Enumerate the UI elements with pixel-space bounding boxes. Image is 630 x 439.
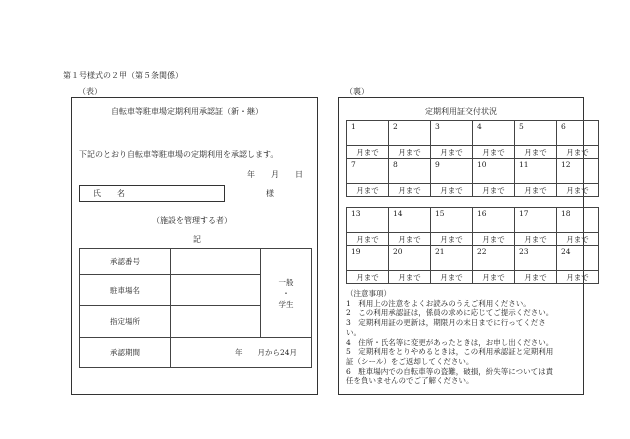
approval-number-field[interactable] bbox=[171, 249, 261, 275]
receipt-number: 9 bbox=[431, 159, 473, 184]
month-until-label: 月まで bbox=[347, 146, 389, 159]
receipt-grid-1 bbox=[346, 120, 599, 197]
ki-heading: 記 bbox=[193, 235, 201, 244]
note-line: 3 定期利用証の更新は，期限月の末日までに行ってくださ bbox=[346, 318, 546, 328]
receipt-number: 11 bbox=[515, 159, 557, 184]
front-title: 自転車等駐車場定期利用承認証（新・継） bbox=[111, 107, 263, 116]
receipt-number: 6 bbox=[557, 121, 599, 146]
notes-section bbox=[346, 289, 582, 386]
notes-header: （注意事項） bbox=[346, 289, 391, 298]
month-until-label: 月まで bbox=[557, 146, 599, 159]
note-line: 任を負いませんのでご了解ください。 bbox=[346, 376, 474, 386]
receipt-number: 3 bbox=[431, 121, 473, 146]
receipt-number: 20 bbox=[389, 246, 431, 271]
month-until-label: 月まで bbox=[515, 271, 557, 284]
category-separator: ・ bbox=[282, 288, 290, 298]
issue-date-line: 年 月 日 bbox=[247, 170, 303, 179]
receipt-number: 7 bbox=[347, 159, 389, 184]
month-until-label: 月まで bbox=[347, 233, 389, 246]
receipt-number: 10 bbox=[473, 159, 515, 184]
receipt-number: 4 bbox=[473, 121, 515, 146]
receipt-grid-2 bbox=[346, 207, 599, 284]
approval-number-label: 承認番号 bbox=[80, 249, 171, 275]
approval-period-value: 年 月から24月 bbox=[171, 338, 312, 368]
month-until-label: 月まで bbox=[389, 146, 431, 159]
receipt-number: 14 bbox=[389, 208, 431, 233]
month-until-label: 月まで bbox=[515, 184, 557, 197]
month-until-label: 月まで bbox=[473, 184, 515, 197]
note-line: 4 住所・氏名等に変更があったときは，お申し出ください。 bbox=[346, 337, 554, 347]
parking-name-field[interactable] bbox=[171, 275, 261, 306]
approval-period-label: 承認期間 bbox=[80, 338, 171, 368]
month-until-label: 月まで bbox=[389, 184, 431, 197]
approval-table bbox=[79, 248, 312, 368]
category-gakusei: 学生 bbox=[278, 299, 294, 309]
receipt-number: 24 bbox=[557, 246, 599, 271]
month-until-label: 月まで bbox=[389, 271, 431, 284]
designated-place-label: 指定場所 bbox=[80, 306, 171, 338]
category-ippan: 一般 bbox=[278, 277, 294, 287]
receipt-number: 15 bbox=[431, 208, 473, 233]
category-cell bbox=[261, 249, 312, 338]
month-until-label: 月まで bbox=[431, 146, 473, 159]
designated-place-field[interactable] bbox=[171, 306, 261, 338]
month-until-label: 月まで bbox=[431, 184, 473, 197]
month-until-label: 月まで bbox=[389, 233, 431, 246]
month-until-label: 月まで bbox=[431, 271, 473, 284]
month-until-label: 月まで bbox=[347, 184, 389, 197]
receipt-number: 23 bbox=[515, 246, 557, 271]
month-until-label: 月まで bbox=[473, 146, 515, 159]
facility-admin-label: （施設を管理する者） bbox=[152, 216, 232, 225]
parking-name-label: 駐車場名 bbox=[80, 275, 171, 306]
approval-statement: 下記のとおり自転車等駐車場の定期利用を承認します。 bbox=[79, 150, 279, 159]
note-line: い。 bbox=[346, 327, 361, 337]
note-line: 5 定期利用をとりやめるときは，この利用承認証と定期利用 bbox=[346, 347, 554, 357]
month-until-label: 月まで bbox=[473, 233, 515, 246]
receipt-number: 2 bbox=[389, 121, 431, 146]
receipt-number: 16 bbox=[473, 208, 515, 233]
receipt-number: 19 bbox=[347, 246, 389, 271]
back-title: 定期利用証交付状況 bbox=[425, 107, 497, 116]
note-line: 証（シール）をご返却してください。 bbox=[346, 356, 474, 366]
receipt-number: 8 bbox=[389, 159, 431, 184]
month-until-label: 月まで bbox=[557, 271, 599, 284]
receipt-number: 1 bbox=[347, 121, 389, 146]
receipt-number: 17 bbox=[515, 208, 557, 233]
front-side-label: （表） bbox=[78, 87, 102, 96]
note-line: 1 利用上の注意をよくお読みのうえご利用ください。 bbox=[346, 298, 531, 308]
month-until-label: 月まで bbox=[431, 233, 473, 246]
back-side-label: （裏） bbox=[345, 87, 369, 96]
receipt-number: 12 bbox=[557, 159, 599, 184]
note-line: 6 駐車場内での自転車等の盗難，破損，紛失等については責 bbox=[346, 366, 554, 376]
month-until-label: 月まで bbox=[515, 233, 557, 246]
month-until-label: 月まで bbox=[557, 233, 599, 246]
receipt-number: 22 bbox=[473, 246, 515, 271]
month-until-label: 月まで bbox=[515, 146, 557, 159]
month-until-label: 月まで bbox=[557, 184, 599, 197]
receipt-number: 21 bbox=[431, 246, 473, 271]
note-line: 2 この利用承認証は，係員の求めに応じてご提示ください。 bbox=[346, 308, 554, 318]
receipt-number: 18 bbox=[557, 208, 599, 233]
month-until-label: 月まで bbox=[347, 271, 389, 284]
form-header: 第１号様式の２甲（第５条関係） bbox=[63, 71, 183, 80]
month-until-label: 月まで bbox=[473, 271, 515, 284]
receipt-number: 5 bbox=[515, 121, 557, 146]
receipt-number: 13 bbox=[347, 208, 389, 233]
name-label: 氏 名 bbox=[93, 189, 125, 198]
honorific-sama: 様 bbox=[266, 189, 274, 198]
